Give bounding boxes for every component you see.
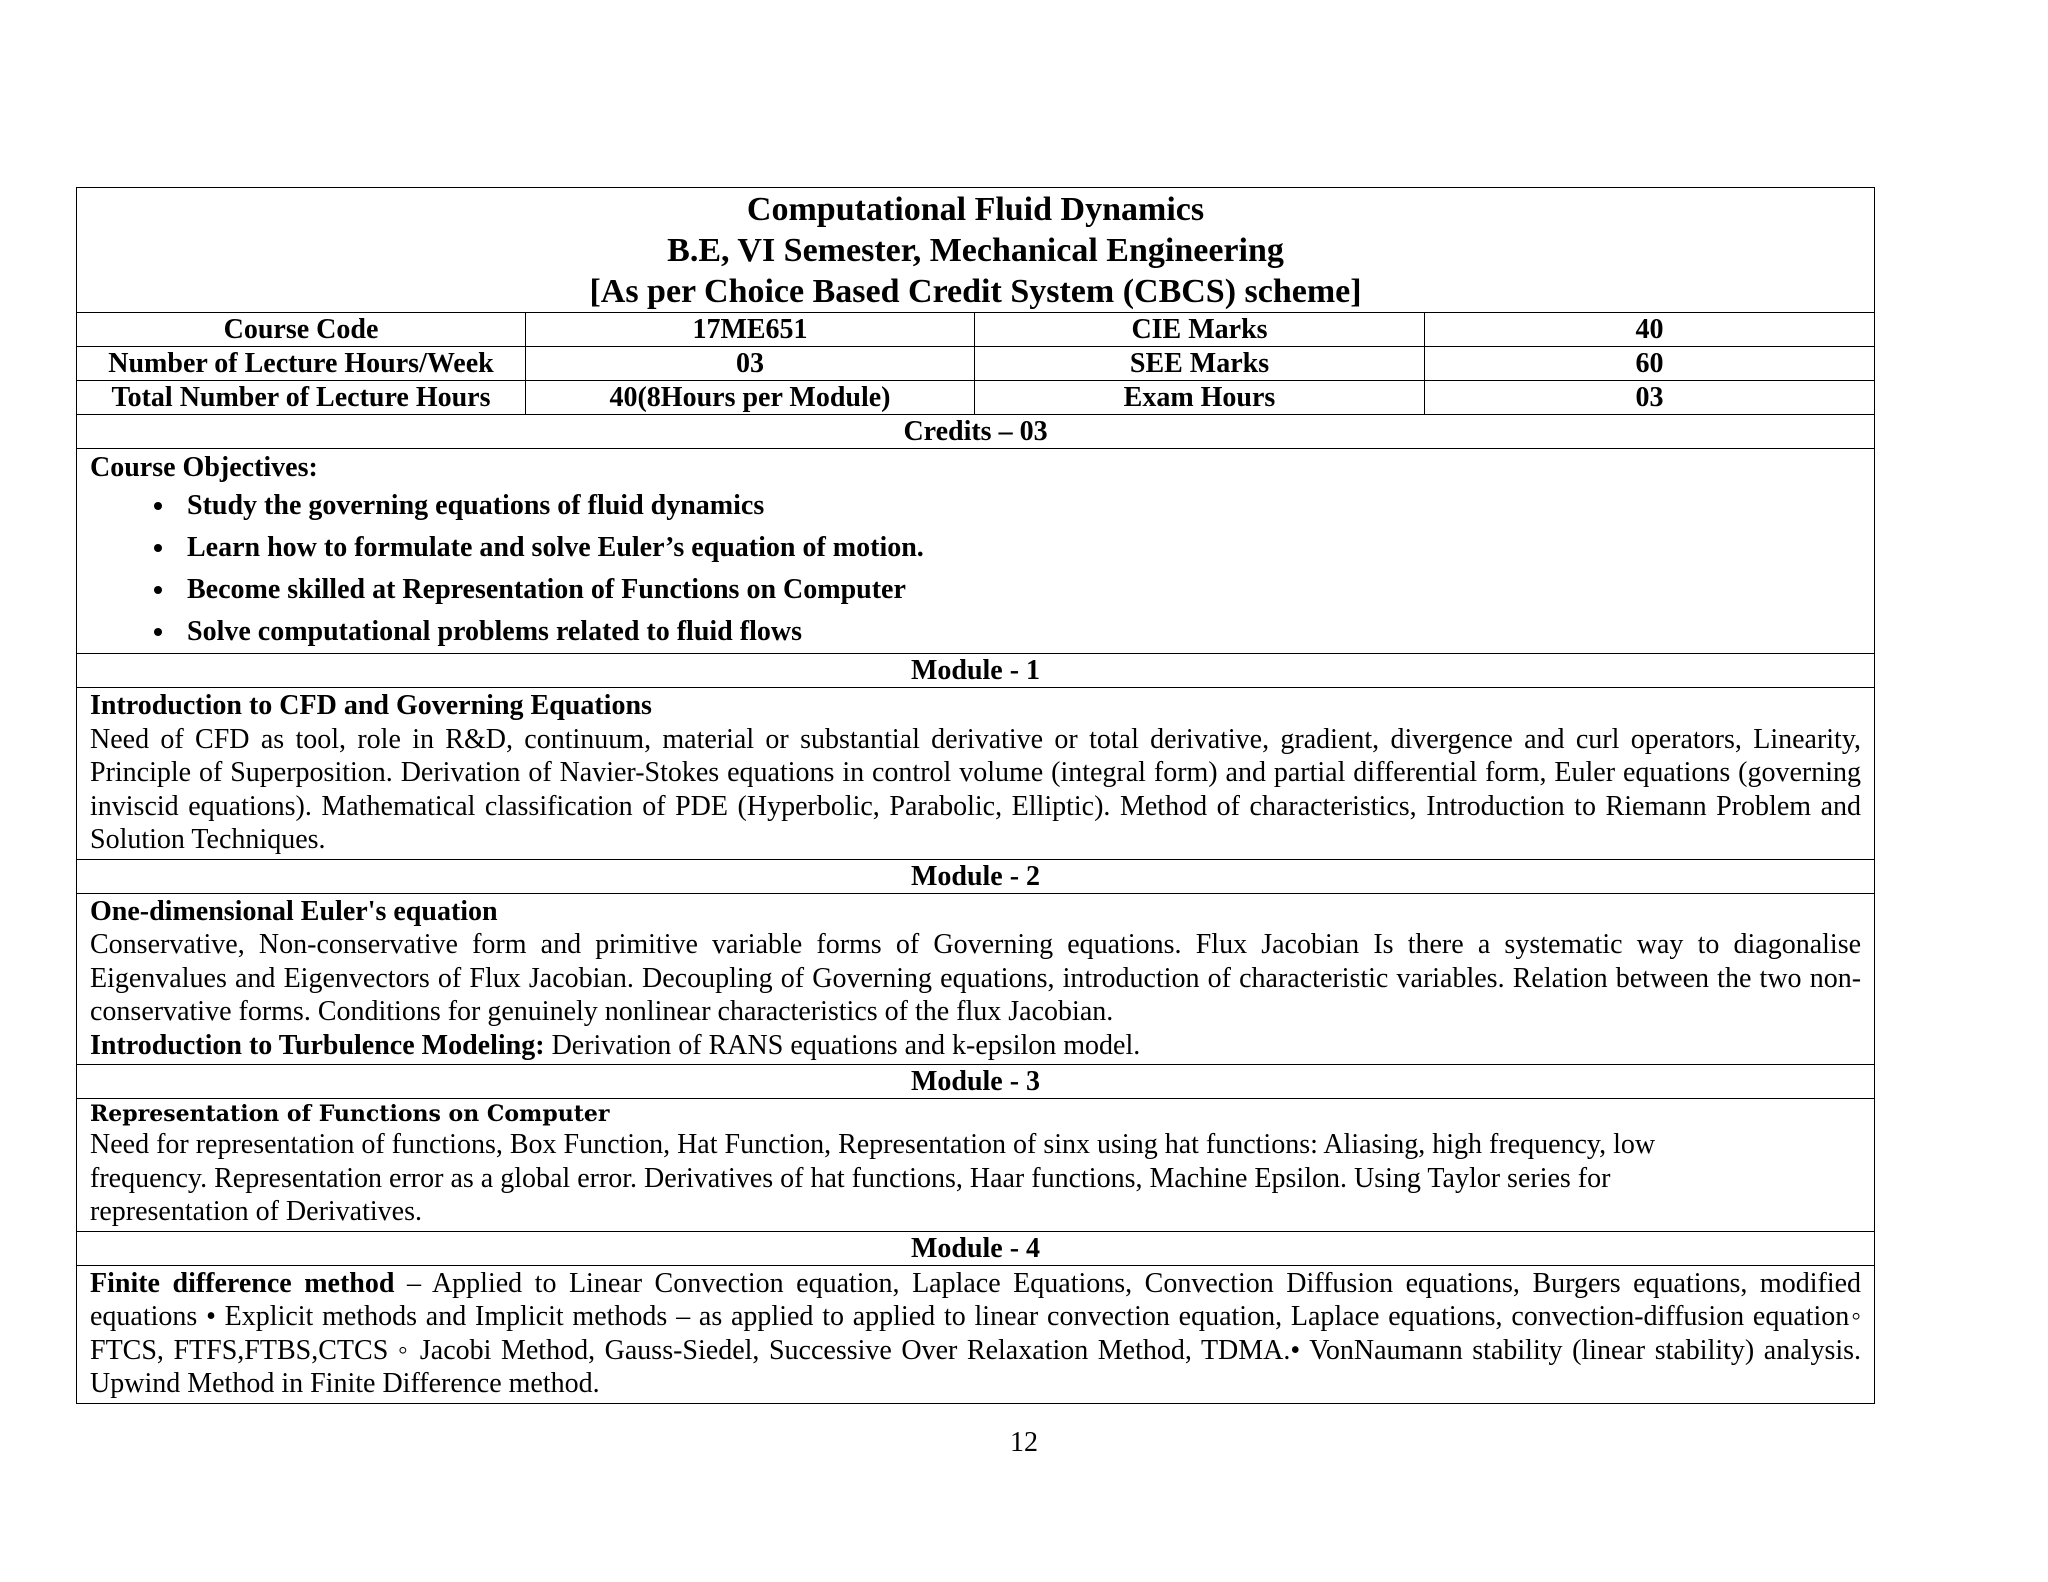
exam-hours-label: Exam Hours <box>975 381 1425 415</box>
course-header <box>77 188 1875 313</box>
total-hours-label: Total Number of Lecture Hours <box>77 381 526 415</box>
module-4-body: – Applied to Linear Convection equation, Laplace Equations, Convection Diffusion equations, Burgers equations, modified equations • Explicit methods and Implicit methods – as applied to applied to linear convection equation, Laplace equations, convection-diffusion equation◦ FTCS, FTFS,FTBS,CTCS ◦ Jacobi Method, Gauss-Siedel, Successive Over Relaxation Method, TDMA.• VonNaumann stability (linear stability) analysis. Upwind Method in Finite Difference method. <box>90 1267 1862 1399</box>
info-row-total-hours <box>77 381 1875 415</box>
see-marks-value: 60 <box>1425 347 1875 381</box>
module-1-title: Introduction to CFD and Governing Equations <box>90 690 652 721</box>
module-3-body: Need for representation of functions, Box Function, Hat Function, Representation of sinx using hat functions: Aliasing, high frequency, low frequency. Representation error as a global error. Derivatives of hat functions, Haar functions, Machine Epsilon. Using Taylor series for representation of Derivatives. <box>90 1129 1656 1227</box>
course-code-label: Course Code <box>77 313 526 347</box>
module-4-label: Module - 4 <box>77 1231 1875 1265</box>
module-2-body: Conservative, Non-conservative form and primitive variable forms of Governing equations. Flux Jacobian Is there a systematic way to diagonalise Eigenvalues and Eigenvectors of Flux Jacobian. Decoupling of Governing equations, introduction of characteristic variables. Relation between the two non-conservative forms. Conditions for genuinely nonlinear characteristics of the flux Jacobian. <box>90 929 1862 1027</box>
course-scheme: [As per Choice Based Credit System (CBCS) scheme] <box>589 273 1362 310</box>
module-2-title: One-dimensional Euler's equation <box>90 895 498 927</box>
course-title: Computational Fluid Dynamics <box>746 191 1205 228</box>
module-1-label: Module - 1 <box>77 654 1875 688</box>
exam-hours-value: 03 <box>1425 381 1875 415</box>
module-2-label: Module - 2 <box>77 859 1875 893</box>
credits: Credits – 03 <box>77 415 1875 449</box>
module-3-label: Module - 3 <box>77 1065 1875 1099</box>
hours-week-label: Number of Lecture Hours/Week <box>77 347 526 381</box>
course-objectives <box>77 449 1875 654</box>
module-4-title: Finite difference method <box>90 1267 395 1299</box>
hours-week-value: 03 <box>526 347 975 381</box>
module-3-title: Representation of Functions on Computer <box>90 1101 610 1127</box>
course-code-value: 17ME651 <box>526 313 975 347</box>
info-row-hours-week <box>77 347 1875 381</box>
module-4-content <box>77 1265 1875 1403</box>
cie-marks-label: CIE Marks <box>975 313 1425 347</box>
course-subtitle: B.E, VI Semester, Mechanical Engineering <box>667 232 1284 269</box>
module-2-extra-body: Derivation of RANS equations and k-epsilon model. <box>544 1029 1141 1061</box>
syllabus-page <box>76 187 1874 1404</box>
see-marks-label: SEE Marks <box>975 347 1425 381</box>
module-1-content <box>77 688 1875 860</box>
module-1-body: Need of CFD as tool, role in R&D, continuum, material or substantial derivative or total derivative, gradient, divergence and curl operators, Linearity, Principle of Superposition. Derivation of Navier-Stokes equations in control volume (integral form) and partial differential form, Euler equations (governing inviscid equations). Mathematical classification of PDE (Hyperbolic, Parabolic, Elliptic). Method of characteristics, Introduction to Riemann Problem and Solution Techniques. <box>90 723 1862 855</box>
page-number: 12 <box>1010 1427 1038 1458</box>
objective-item: • Solve computational problems related to fluid flows <box>177 611 1861 653</box>
cie-marks-value: 40 <box>1425 313 1875 347</box>
module-2-extra-title: Introduction to Turbulence Modeling: <box>90 1029 545 1061</box>
objective-item: • Study the governing equations of fluid dynamics <box>177 485 1861 527</box>
objectives-heading: Course Objectives: <box>90 452 318 483</box>
objectives-list <box>90 485 1861 653</box>
module-3-content <box>77 1099 1875 1232</box>
objective-item: • Become skilled at Representation of Functions on Computer <box>177 569 1861 611</box>
objective-item: • Learn how to formulate and solve Euler’s equation of motion. <box>177 527 1861 569</box>
syllabus-table <box>76 187 1875 1404</box>
info-row-course-code <box>77 313 1875 347</box>
module-2-content <box>77 893 1875 1065</box>
total-hours-value: 40(8Hours per Module) <box>526 381 975 415</box>
